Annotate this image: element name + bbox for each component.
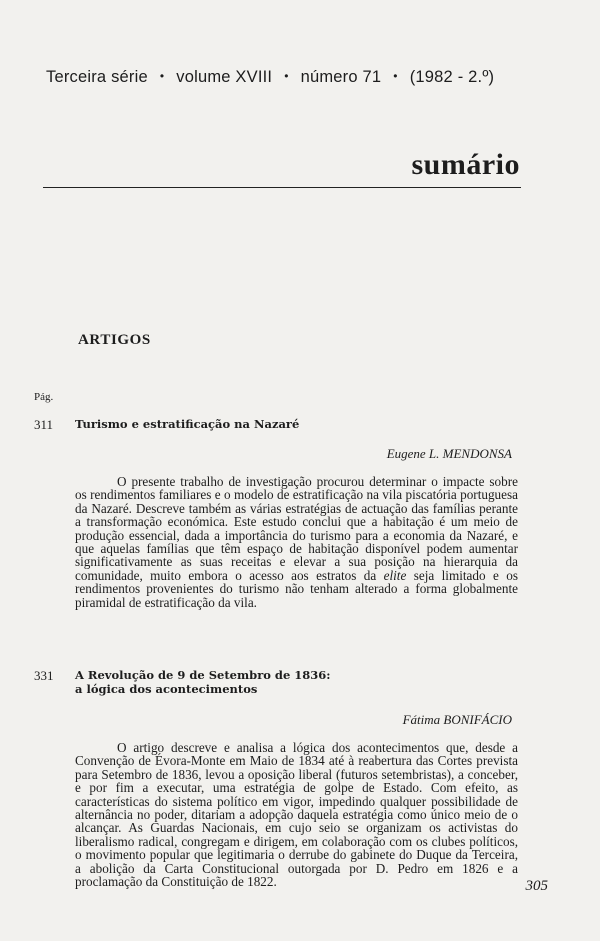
- abstract-emphasis: elite: [383, 567, 407, 583]
- series-label: Terceira série: [46, 68, 148, 86]
- abstract-text: O presente trabalho de investigação procurou determinar o impacte sobre os rendimentos familiares e o modelo de estratificação na vila piscatória portuguesa da Nazaré. Descreve também as várias estratégias de actuação das famílias perante a transformação económica. Este estudo conclui que a habitação é um meio de produção essencial, dada a importância do turismo para a economia da Nazaré, e que aquelas famílias que têm espaço de habitação disponível podem aumentar significativamente as suas receitas e elevar a sua posição na hierarquia da comunidade, muito embora o acesso aos estratos da: [75, 474, 518, 583]
- article-author: Fátima BONIFÁCIO: [402, 712, 512, 727]
- separator-bullet: •: [159, 69, 165, 83]
- article-page-number: 331: [34, 668, 54, 683]
- page-number: 305: [525, 878, 548, 894]
- article-page-number: 311: [34, 417, 54, 432]
- volume-label: volume XVIII: [176, 68, 273, 86]
- article-author: Eugene L. MENDONSA: [386, 446, 512, 461]
- abstract-text: seja limitado e os rendimentos provenientes do turismo não tenham alterado a forma globalmente piramidal de estratificação da vila.: [75, 567, 518, 610]
- issue-date-label: (1982 - 2.º): [409, 68, 495, 86]
- separator-bullet: •: [284, 69, 289, 83]
- title-divider: [43, 187, 521, 188]
- article-abstract: O artigo descreve e analisa a lógica dos acontecimentos que, desde a Convenção de Évora-Monte em Maio de 1834 até à reabertura das Cortes prevista para Setembro de 1836, levou a oposição liberal (futuros setembristas), a conceber, e por fim a executar, uma estratégia de golpe de Estado. Com efeito, as características do sistema político em vigor, impedindo qualquer possibilidade de alternância no poder, ditariam a adopção daquela estratégia como único meio de o alcançar. As Guardas Nacionais, em cujo seio se organizam os activistas do liberalismo radical, congregam e dirigem, em colaboração com os clubes políticos, o movimento popular que legitimaria o derrube do gabinete do Duque da Terceira, a abolição da Carta Constitucional outorgada por D. Pedro em 1826 e a proclamação da Constituição de 1822.: [75, 740, 518, 890]
- article-title: A Revolução de 9 de Setembro de 1836: a lógica dos acontecimentos: [75, 668, 331, 696]
- page-column-label: Pág.: [34, 391, 54, 403]
- issue-number-label: número 71: [300, 68, 382, 86]
- separator-bullet: •: [393, 69, 398, 83]
- page-title: sumário: [411, 148, 520, 181]
- article-abstract: [75, 475, 518, 609]
- journal-series-line: [46, 68, 494, 87]
- article-title: Turismo e estratificação na Nazaré: [75, 417, 300, 431]
- section-heading: ARTIGOS: [78, 332, 151, 348]
